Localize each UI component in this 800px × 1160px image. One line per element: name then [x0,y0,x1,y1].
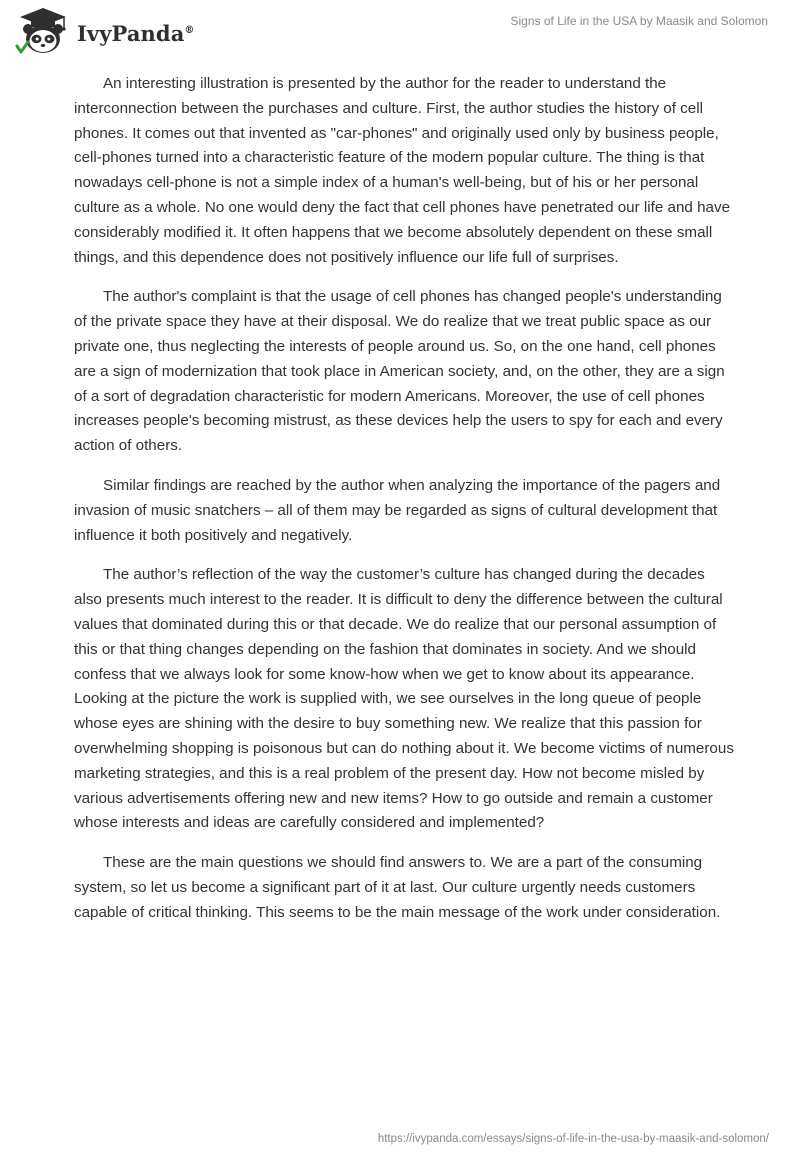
document-title: Signs of Life in the USA by Maasik and Solomon [510,14,768,28]
paragraph: Similar findings are reached by the author when analyzing the importance of the pagers and invasion of music snatchers – all of them may be regarded as signs of cultural development that influence it both positively and negatively. [74,476,721,544]
paragraph: These are the main questions we should find answers to. We are a part of the consuming system, so let us become a significant part of it at last. Our culture urgently needs customers capable of critical thinking. This seems to be the main message of the work under consideration. [74,854,721,921]
brand-name-text: IvyPanda [77,20,185,46]
brand-logo[interactable] [14,6,195,58]
brand-name [77,21,195,46]
panda-graduate-logo-icon [14,6,72,58]
paragraph: The author’s reflection of the way the customer’s culture has changed during the decades also presents much interest to the reader. It is difficult to deny the difference between the cultural values that dominated during this or that decade. We do realize that our personal assumption of this or that thing changes depending on the fashion that dominates in society. And we should confess that we always look for some know-how when we get to know about its appearance. Looking at the picture the work is supplied with, we see ourselves in the long queue of people whose eyes are shining with the desire to buy something new. We realize that this passion for overwhelming shopping is poisonous but can do nothing about it. We become victims of numerous marketing strategies, and this is a real problem of the present day. How not become misled by various advertisements offering new and new items? How to go outside and remain a customer whose interests and ideas are carefully considered and implemented? [74,566,734,832]
source-url-link[interactable]: https://ivypanda.com/essays/signs-of-life-in-the-usa-by-maasik-and-solomon/ [377,1133,769,1145]
registered-mark: ® [184,24,195,36]
paragraph: The author's complaint is that the usage of cell phones has changed people's understanding of the private space they have at their disposal. We do realize that we treat public space as our private one, thus neglecting the interests of people around us. So, on the one hand, cell phones are a sign of modernization that took place in American society, and, on the other, they are a sign of a sort of degradation characteristic for modern Americans. Moreover, the use of cell phones increases people's becoming mistrust, as these devices help the users to spy for each and every action of others. [74,288,725,455]
page-header [0,0,800,70]
essay-body [74,72,734,941]
paragraph: An interesting illustration is presented by the author for the reader to understand the interconnection between the purchases and culture. First, the author studies the history of cell phones. It comes out that invented as "car-phones" and originally used only by business people, cell-phones turned into a characteristic feature of the modern popular culture. The thing is that nowadays cell-phone is not a simple index of a human's well-being, but of his or her personal culture as a whole. No one would deny the fact that cell phones have penetrated our life and have considerably modified it. It often happens that we become absolutely dependent on these small things, and this dependence does not positively influence our life full of surprises. [74,75,731,266]
